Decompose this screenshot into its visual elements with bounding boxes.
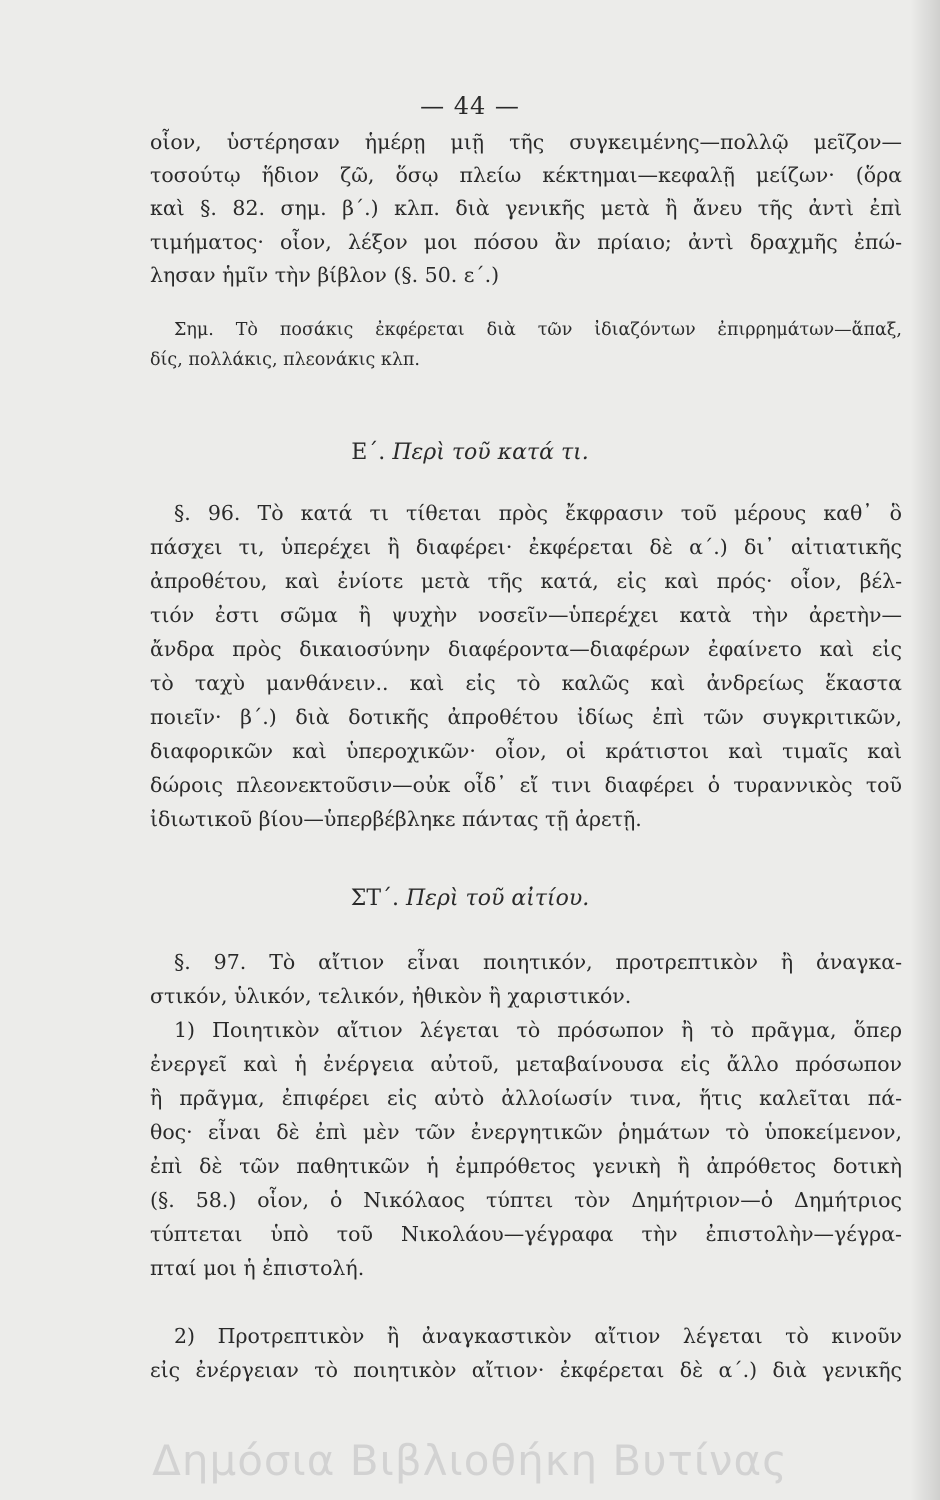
page-number: — 44 — (420, 92, 520, 120)
text-line: (§. 58.) οἷον, ὁ Νικόλαος τύπτει τὸν Δημήτριον—ὁ Δημήτριος (150, 1188, 902, 1212)
library-watermark: Δημόσια Βιβλιοθήκη Βυτίνας (152, 1436, 788, 1485)
note-line: δίς, πολλάκις, πλεονάκις κλπ. (150, 350, 420, 370)
text-line: ἰδιωτικοῦ βίου—ὑπερβέβληκε πάντας τῇ ἀρετῇ. (150, 807, 642, 831)
text-line: στικόν, ὑλικόν, τελικόν, ἠθικὸν ἢ χαριστικόν. (150, 984, 632, 1008)
text-line: τιμήματος· οἷον, λέξον μοι πόσου ἂν πρίαιο; ἀντὶ δραχμῆς ἐπώ- (150, 230, 902, 254)
text-line: 1) Ποιητικὸν αἴτιον λέγεται τὸ πρόσωπον ἢ τὸ πρᾶγμα, ὅπερ (174, 1018, 902, 1042)
text-line: τοσούτῳ ἥδιον ζῶ, ὅσῳ πλείω κέκτημαι—κεφαλῇ μείζων· (ὅρα (150, 163, 902, 187)
text-line: λησαν ἡμῖν τὴν βίβλον (§. 50. ε΄.) (150, 263, 500, 287)
section-heading-e (0, 440, 940, 465)
text-line: §. 96. Τὸ κατά τι τίθεται πρὸς ἔκφρασιν τοῦ μέρους καθ᾽ ὃ (174, 501, 902, 525)
text-line: εἰς ἐνέργειαν τὸ ποιητικὸν αἴτιον· ἐκφέρεται δὲ α΄.) διὰ γενικῆς (150, 1358, 902, 1382)
section-number: ΣΤ΄. (350, 886, 399, 911)
page-edge-shadow (910, 0, 940, 1500)
text-line: πταί μοι ἡ ἐπιστολή. (150, 1256, 365, 1280)
text-line: ἢ πρᾶγμα, ἐπιφέρει εἰς αὐτὸ ἀλλοίωσίν τινα, ἥτις καλεῖται πά- (150, 1086, 902, 1110)
text-line: δώροις πλεονεκτοῦσιν—οὐκ οἶδ᾽ εἴ τινι διαφέρει ὁ τυραννικὸς τοῦ (150, 773, 902, 797)
section-number: Ε΄. (351, 440, 386, 465)
text-line: ἄνδρα πρὸς δικαιοσύνην διαφέροντα—διαφέρων ἐφαίνετο καὶ εἰς (150, 637, 902, 661)
text-line: §. 97. Τὸ αἴτιον εἶναι ποιητικόν, προτρεπτικὸν ἢ ἀναγκα- (174, 950, 902, 974)
section-title: Περὶ τοῦ κατά τι. (392, 440, 589, 465)
text-line: τὸ ταχὺ μανθάνειν.. καὶ εἰς τὸ καλῶς καὶ ἀνδρείως ἕκαστα (150, 671, 902, 695)
text-line: τιόν ἐστι σῶμα ἢ ψυχὴν νοσεῖν—ὑπερέχει κατὰ τὴν ἀρετὴν— (150, 603, 902, 627)
text-line: οἷον, ὑστέρησαν ἡμέρῃ μιῇ τῆς συγκειμένης—πολλῷ μεῖζον— (150, 130, 902, 154)
text-line: πάσχει τι, ὑπερέχει ἢ διαφέρει· ἐκφέρεται δὲ α΄.) δι᾽ αἰτιατικῆς (150, 535, 902, 559)
text-line: ἀπροθέτου, καὶ ἐνίοτε μετὰ τῆς κατά, εἰς καὶ πρός· οἷον, βέλ- (150, 569, 902, 593)
text-line: ποιεῖν· β΄.) διὰ δοτικῆς ἀπροθέτου ἰδίως ἐπὶ τῶν συγκριτικῶν, (150, 705, 902, 729)
text-line: καὶ §. 82. σημ. β΄.) κλπ. διὰ γενικῆς μετὰ ἢ ἄνευ τῆς ἀντὶ ἐπὶ (150, 196, 902, 220)
text-line: διαφορικῶν καὶ ὑπεροχικῶν· οἷον, οἱ κράτιστοι καὶ τιμαῖς καὶ (150, 739, 902, 763)
text-line: τύπτεται ὑπὸ τοῦ Νικολάου—γέγραφα τὴν ἐπιστολὴν—γέγρα- (150, 1222, 902, 1246)
section-heading-st (0, 886, 940, 911)
text-line: ἐνεργεῖ καὶ ἡ ἐνέργεια αὐτοῦ, μεταβαίνουσα εἰς ἄλλο πρόσωπον (150, 1052, 902, 1076)
text-line: θος· εἶναι δὲ ἐπὶ μὲν τῶν ἐνεργητικῶν ῥημάτων τὸ ὑποκείμενον, (150, 1120, 902, 1144)
text-line: ἐπὶ δὲ τῶν παθητικῶν ἡ ἐμπρόθετος γενικὴ ἢ ἀπρόθετος δοτικὴ (150, 1154, 902, 1178)
section-title: Περὶ τοῦ αἰτίου. (406, 886, 590, 911)
note-line: Σημ. Τὸ ποσάκις ἐκφέρεται διὰ τῶν ἰδιαζόντων ἐπιρρημάτων—ἅπαξ, (174, 320, 902, 340)
text-line: 2) Προτρεπτικὸν ἢ ἀναγκαστικὸν αἴτιον λέγεται τὸ κινοῦν (174, 1324, 902, 1348)
